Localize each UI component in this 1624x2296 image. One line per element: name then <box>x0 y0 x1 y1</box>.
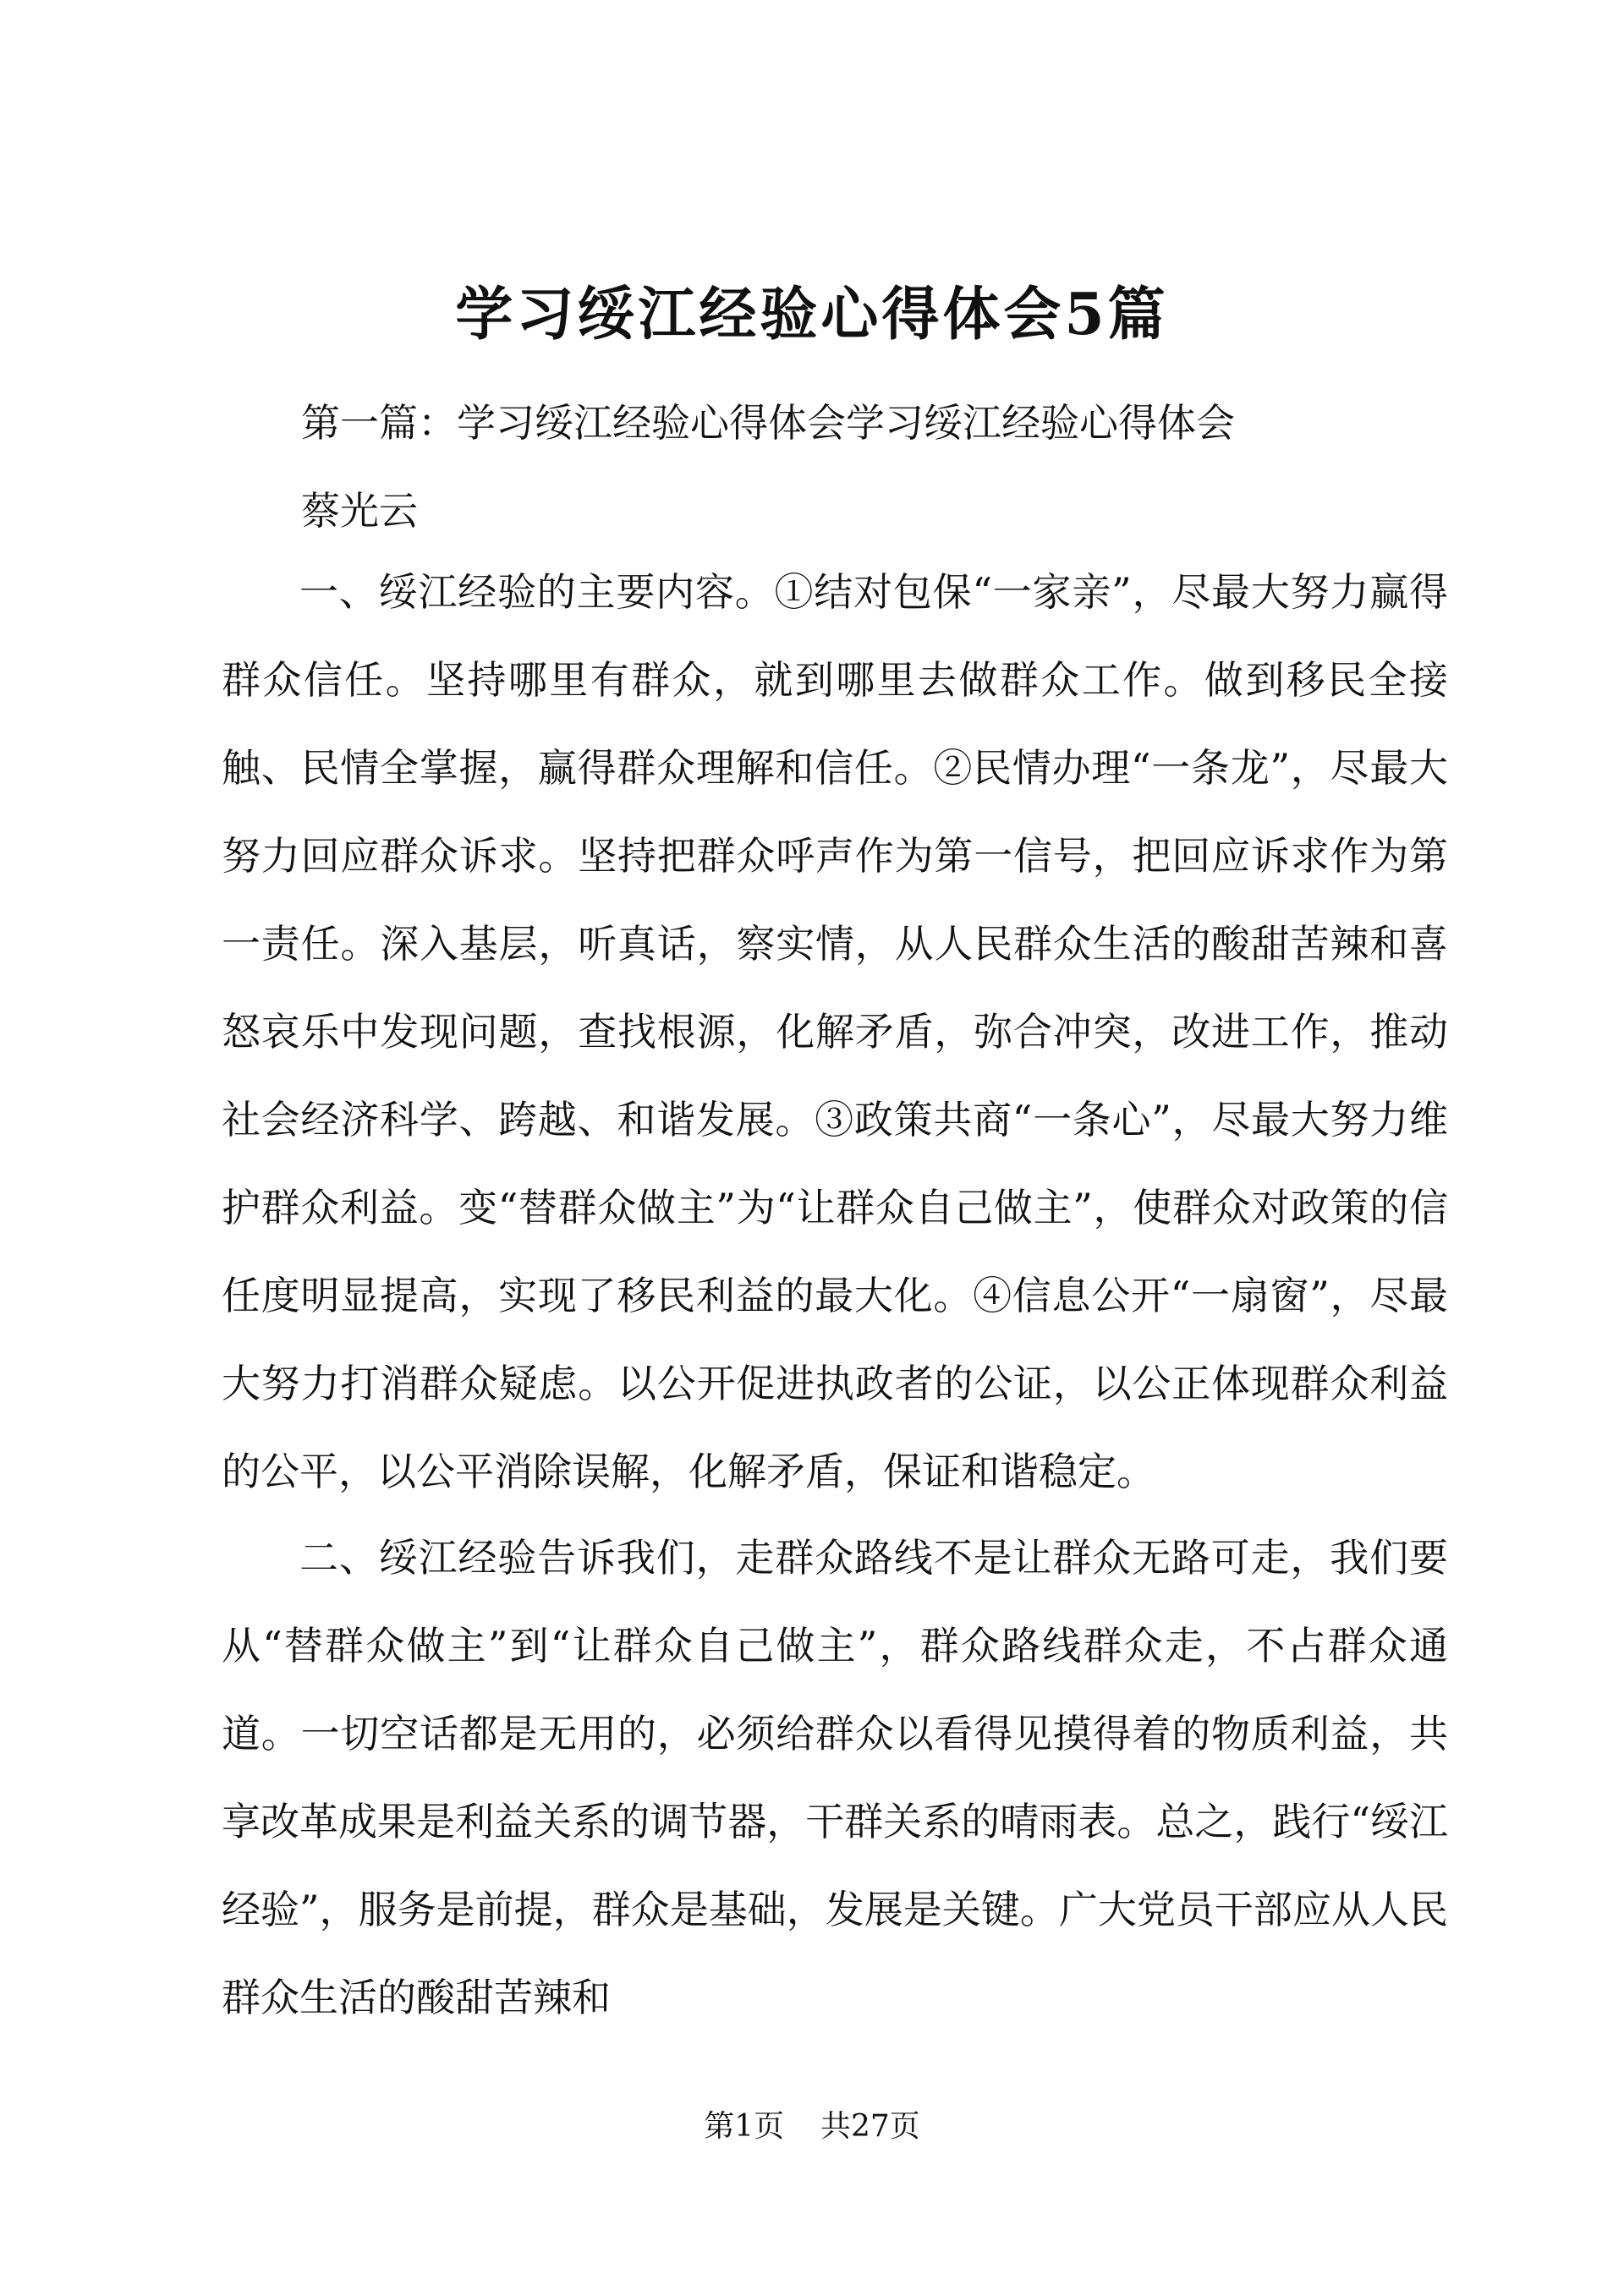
body-paragraph-1: 一、绥江经验的主要内容。①结对包保“一家亲”，尽最大努力赢得群众信任。坚持哪里有群众，就到哪里去做群众工作。做到移民全接触、民情全掌握，赢得群众理解和信任。②民情办理“一条龙”，尽最大努力回应群众诉求。坚持把群众呼声作为第一信号，把回应诉求作为第一责任。深入基层，听真话，察实情，从人民群众生活的酸甜苦辣和喜怒哀乐中发现问题，查找根源，化解矛盾，弥合冲突，改进工作，推动社会经济科学、跨越、和谐发展。③政策共商“一条心”，尽最大努力维护群众利益。变“替群众做主”为“让群众自己做主”，使群众对政策的信任度明显提高，实现了移民利益的最大化。④信息公开“一扇窗”，尽最大努力打消群众疑虑。以公开促进执政者的公证，以公正体现群众利益的公平，以公平消除误解，化解矛盾，保证和谐稳定。 <box>222 569 1448 1494</box>
page-number: 第1页 <box>704 2109 785 2144</box>
body-paragraph-2: 二、绥江经验告诉我们，走群众路线不是让群众无路可走，我们要从“替群众做主”到“让群众自己做主”，群众路线群众走，不占群众通道。一切空话都是无用的，必须给群众以看得见摸得着的物质利益，共享改革成果是利益关系的调节器，干群关系的晴雨表。总之，践行“绥江经验”，服务是前提，群众是基础，发展是关键。广大党员干部应从人民群众生活的酸甜苦辣和 <box>222 1535 1448 2020</box>
document-author: 蔡光云 <box>301 488 418 534</box>
document-subtitle: 第一篇：学习绥江经验心得体会学习绥江经验心得体会 <box>301 400 1235 446</box>
document-title: 学习绥江经验心得体会5篇 <box>455 281 1169 348</box>
page-total: 共27页 <box>820 2109 920 2144</box>
page-footer <box>0 2109 1624 2144</box>
